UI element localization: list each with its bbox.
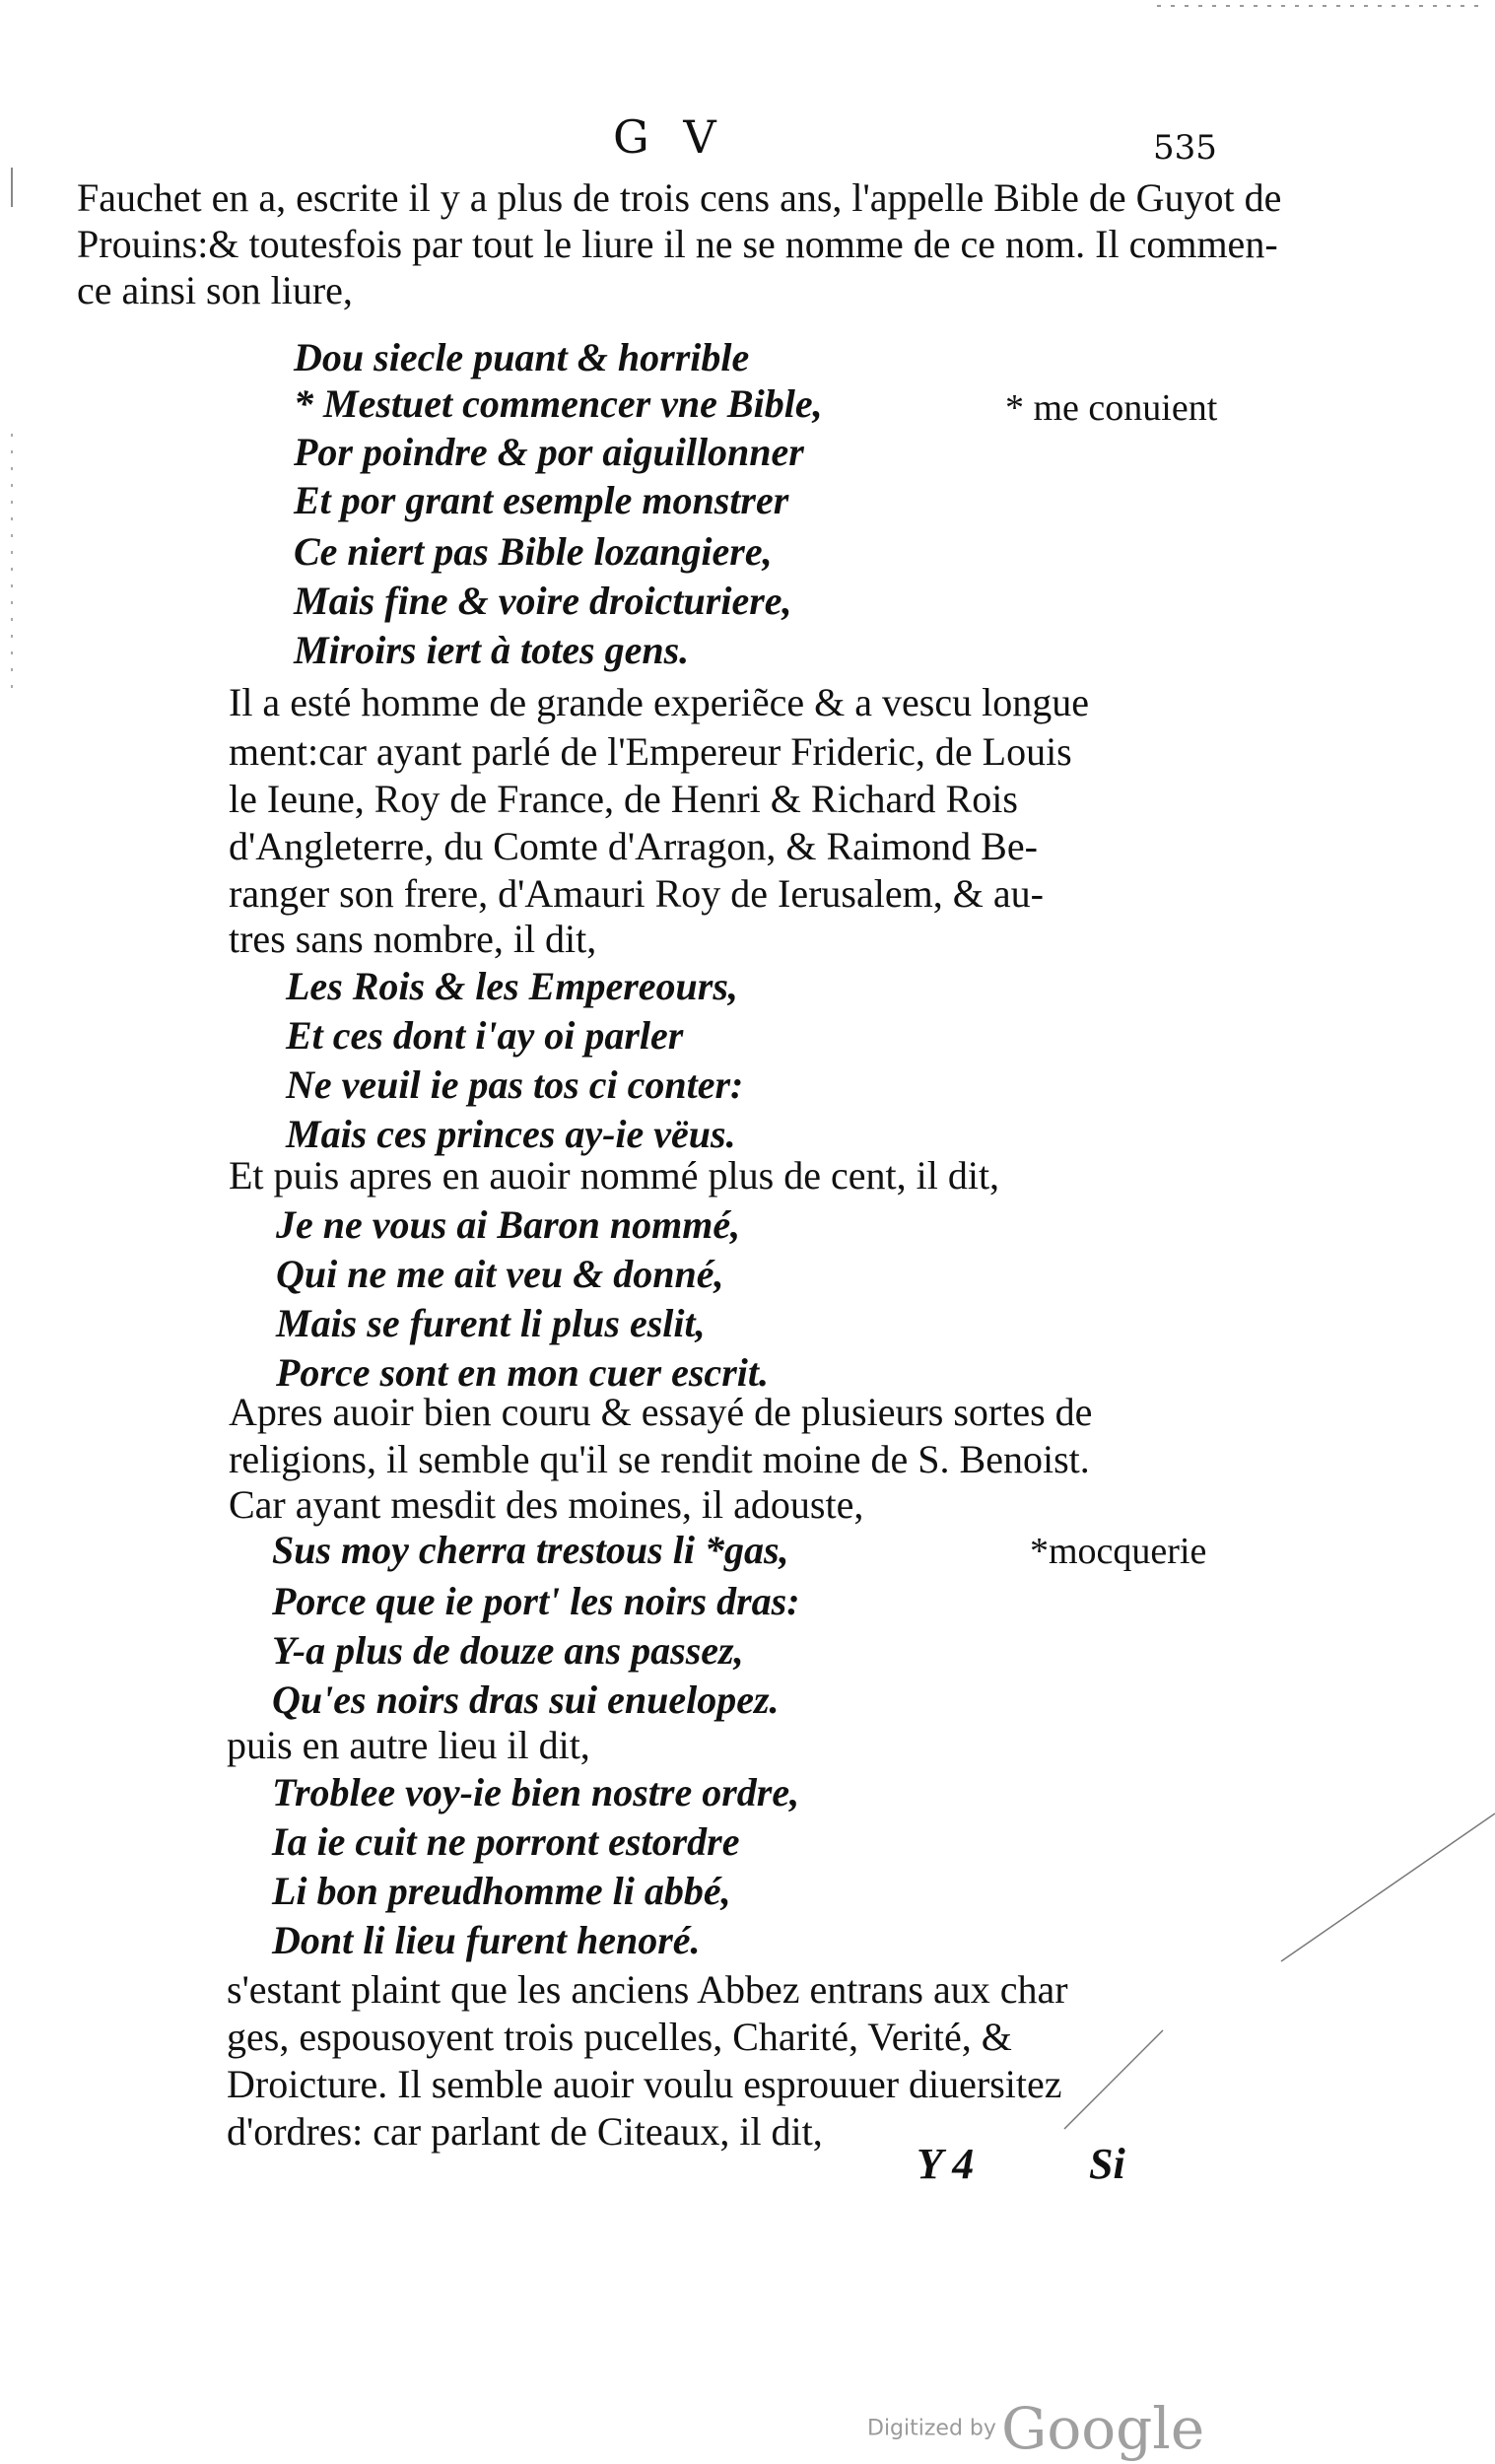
verse-line: Et por grant esemple monstrer: [294, 478, 789, 522]
text-line: Prouins:& toutesfois par tout le liure il ne se nomme de ce nom. Il commen-: [77, 222, 1278, 266]
verse-line: Et ces dont i'ay oi parler: [286, 1013, 684, 1058]
verse-line: Miroirs iert à totes gens.: [294, 628, 690, 672]
text-line: Apres auoir bien couru & essayé de plusieurs sortes de: [229, 1390, 1093, 1434]
verse-line: * Mestuet commencer vne Bible,: [294, 381, 823, 426]
verse-line: Je ne vous ai Baron nommé,: [276, 1202, 741, 1247]
text-line: Droicture. Il semble auoir voulu esprouuer diuersitez: [227, 2062, 1062, 2106]
verse-line: Porce que ie port' les noirs dras:: [272, 1579, 800, 1623]
verse-line: Dont li lieu furent henoré.: [272, 1918, 701, 1962]
verse-line: Y-a plus de douze ans passez,: [272, 1628, 744, 1673]
margin-note: * me conuient: [1005, 387, 1218, 429]
scan-stroke: [1281, 1814, 1495, 1961]
watermark-brand: Google: [1001, 2395, 1205, 2462]
text-line: tres sans nombre, il dit,: [229, 917, 597, 961]
scan-stroke: [1064, 2030, 1163, 2129]
page-number: 535: [1153, 128, 1217, 168]
watermark-prefix: Digitized by: [867, 2416, 996, 2441]
text-line: d'ordres: car parlant de Citeaux, il dit,: [227, 2109, 823, 2154]
verse-line: Ne veuil ie pas tos ci conter:: [286, 1062, 744, 1107]
text-line: le Ieune, Roy de France, de Henri & Richard Rois: [229, 777, 1018, 821]
text-line: Et puis apres en auoir nommé plus de cent, il dit,: [229, 1153, 1000, 1198]
running-head: G V: [613, 110, 726, 164]
verse-line: Les Rois & les Empereours,: [286, 964, 738, 1008]
verse-line: Dou siecle puant & horrible: [294, 335, 750, 379]
text-line: ges, espousoyent trois pucelles, Charité, Verité, &: [227, 2015, 1012, 2059]
verse-line: Porce sont en mon cuer escrit.: [276, 1350, 769, 1395]
text-line: ranger son frere, d'Amauri Roy de Ierusalem, & au-: [229, 871, 1044, 916]
verse-line: Mais ces princes ay-ie vëus.: [286, 1112, 736, 1156]
verse-line: Sus moy cherra trestous li *gas,: [272, 1528, 789, 1572]
text-line: Car ayant mesdit des moines, il adouste,: [229, 1482, 864, 1527]
verse-line: Qui ne me ait veu & donné,: [276, 1252, 724, 1296]
digitized-watermark: [867, 2395, 1204, 2462]
text-line: religions, il semble qu'il se rendit moine de S. Benoist.: [229, 1437, 1090, 1481]
verse-line: Mais se furent li plus eslit,: [276, 1301, 706, 1345]
catchword: Si: [1089, 2140, 1125, 2188]
verse-line: Troblee voy-ie bien nostre ordre,: [272, 1770, 800, 1814]
verse-line: Por poindre & por aiguillonner: [294, 430, 804, 474]
margin-note: *mocquerie: [1030, 1531, 1207, 1572]
verse-line: Ce niert pas Bible lozangiere,: [294, 529, 773, 574]
text-line: puis en autre lieu il dit,: [227, 1723, 590, 1767]
verse-line: Ia ie cuit ne porront estordre: [272, 1819, 740, 1864]
text-line: ce ainsi son liure,: [77, 268, 353, 312]
verse-line: Li bon preudhomme li abbé,: [272, 1869, 731, 1913]
text-line: s'estant plaint que les anciens Abbez entrans aux char: [227, 1967, 1068, 2012]
verse-line: Qu'es noirs dras sui enuelopez.: [272, 1677, 780, 1722]
text-line: ment:car ayant parlé de l'Empereur Frideric, de Louis: [229, 729, 1072, 774]
signature-mark: Y 4: [917, 2140, 975, 2188]
text-line: d'Angleterre, du Comte d'Arragon, & Raimond Be-: [229, 824, 1038, 868]
text-line: Fauchet en a, escrite il y a plus de trois cens ans, l'appelle Bible de Guyot de: [77, 175, 1282, 220]
text-line: Il a esté homme de grande experiẽce & a vescu longue: [229, 680, 1089, 724]
verse-line: Mais fine & voire droicturiere,: [294, 579, 792, 623]
